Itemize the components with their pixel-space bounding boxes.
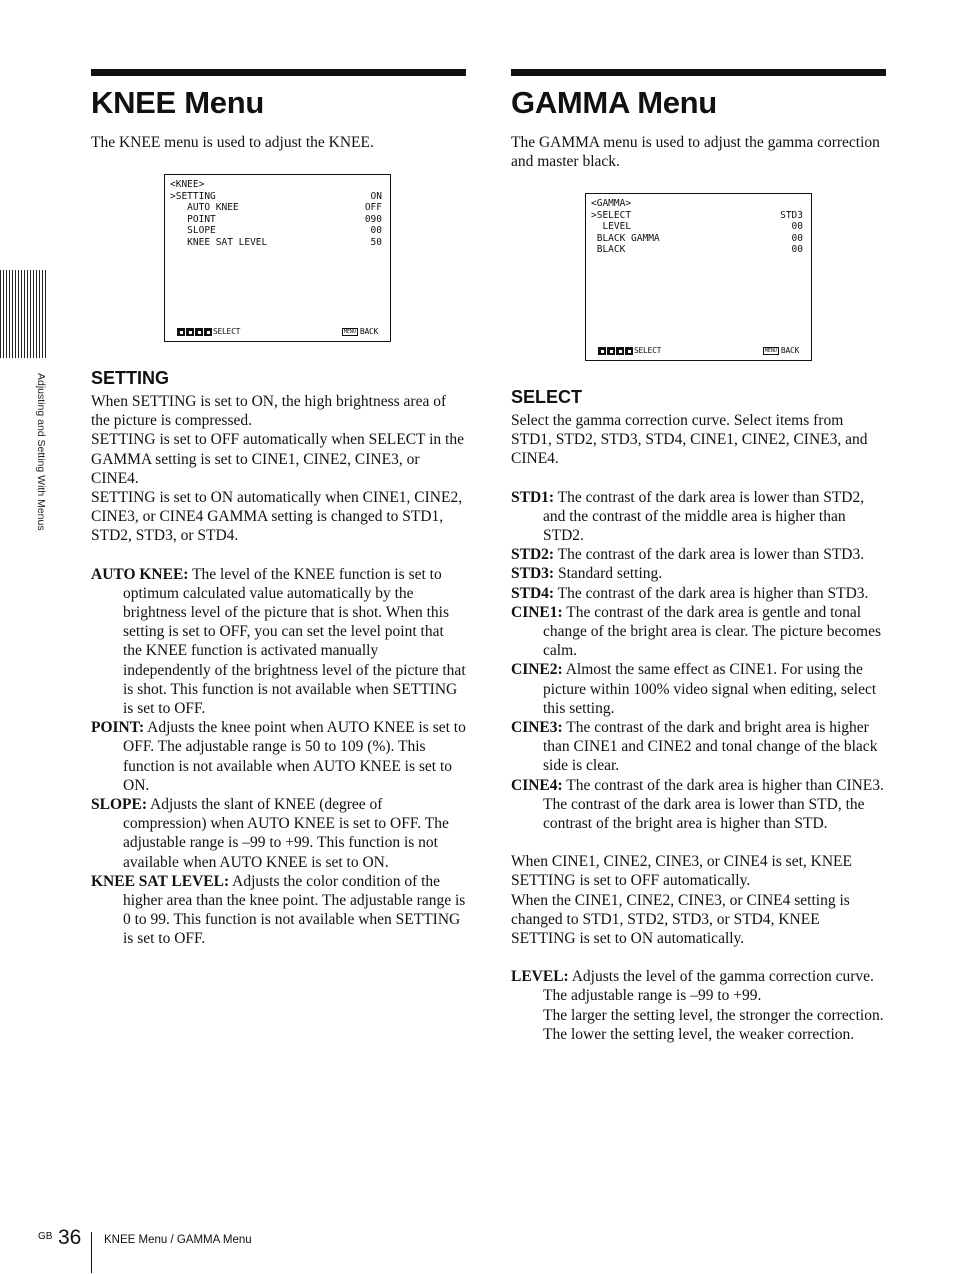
screen-header: <GAMMA> (591, 198, 632, 209)
arrow-keys-icon: SELECT (598, 345, 661, 357)
footer-divider (91, 1232, 92, 1273)
sidebar-section-label: Adjusting and Setting With Menus (35, 373, 47, 531)
gamma-note: When the CINE1, CINE2, CINE3, or CINE4 setting is changed to STD1, STD2, STD3, or STD4, KNEE SETTING is set to ON automatically. (511, 891, 850, 948)
heading-rule (511, 69, 886, 76)
running-title: KNEE Menu / GAMMA Menu (104, 1234, 252, 1246)
definition-item: AUTO KNEE: The level of the KNEE function is set to optimum calculated value automatically by the brightness level of the picture that is shot. When this setting is set to OFF, you can set the level point that the KNEE function is activated manually independently of the brightness level of the picture that is shot. This function is not available when SETTING is set to OFF. (91, 565, 466, 718)
definition-item: KNEE SAT LEVEL: Adjusts the color condition of the higher area than the knee point. The adjustable range is 0 to 99. This function is not available when SETTING is set to OFF. (91, 872, 466, 948)
gamma-select-section (511, 386, 886, 1044)
knee-menu-title: KNEE Menu (91, 85, 264, 120)
region-code: GB (38, 1231, 53, 1242)
setting-paragraph: When SETTING is set to ON, the high brightness area of the picture is compressed. (91, 393, 447, 430)
definition-item: STD3: Standard setting. (511, 565, 663, 583)
definition-item: STD4: The contrast of the dark area is higher than STD3. (511, 584, 869, 602)
screen-header: <KNEE> (170, 179, 205, 190)
screen-row-level: LEVEL 00 (591, 221, 803, 233)
knee-intro: The KNEE menu is used to adjust the KNEE. (91, 134, 374, 151)
definition-item: POINT: Adjusts the knee point when AUTO KNEE is set to OFF. The adjustable range is 50 to 109 (%). This function is not available when AUTO KNEE is set to ON. (91, 719, 466, 794)
select-intro: Select the gamma correction curve. Select items from STD1, STD2, STD3, STD4, CINE1, CINE2, CINE3, and CINE4. (511, 412, 868, 468)
screen-row-black: BLACK 00 (591, 244, 803, 256)
definition-item: LEVEL: Adjusts the level of the gamma correction curve. The adjustable range is –99 to +99. (511, 968, 874, 1005)
section-tab-marker (0, 270, 47, 358)
knee-setting-section (91, 367, 466, 949)
definition-item: CINE2: Almost the same effect as CINE1. For using the picture within 100% video signal when editing, select this setting. (511, 661, 877, 717)
screen-footer (177, 326, 378, 338)
gamma-intro: The GAMMA menu is used to adjust the gamma correction and master black. (511, 134, 880, 171)
setting-paragraph: SETTING is set to OFF automatically when SELECT in the GAMMA setting is set to CINE1, CINE2, CINE3, or CINE4. (91, 431, 464, 487)
definition-item: CINE3: The contrast of the dark and bright area is higher than CINE1 and CINE2 and tonal change of the black side is clear. (511, 719, 878, 775)
definition-item: STD2: The contrast of the dark area is lower than STD3. (511, 546, 865, 564)
definition-item: SLOPE: Adjusts the slant of KNEE (degree of compression) when AUTO KNEE is set to OFF. The adjustable range is –99 to +99. This function is not available when AUTO KNEE is set to ON. (91, 796, 449, 871)
gamma-menu-column (511, 69, 886, 171)
gamma-menu-title: GAMMA Menu (511, 85, 717, 120)
heading-rule (91, 69, 466, 76)
gamma-note: When CINE1, CINE2, CINE3, or CINE4 is set, KNEE SETTING is set to OFF automatically. (511, 853, 852, 890)
menu-key-icon: MENU BACK (343, 327, 378, 337)
definition-item: STD1: The contrast of the dark area is lower than STD2, and the contrast of the middle area is higher than STD2. (511, 488, 865, 545)
knee-menu-screen (164, 174, 391, 342)
screen-footer (598, 345, 799, 357)
screen-row-setting: >SETTING ON (170, 190, 382, 202)
setting-heading: SETTING (91, 368, 170, 388)
select-heading: SELECT (511, 387, 583, 407)
screen-row-select: >SELECT STD3 (591, 209, 803, 221)
definition-item: CINE1: The contrast of the dark area is gentle and tonal change of the bright area is clear. The picture becomes calm. (511, 603, 881, 660)
setting-paragraph: SETTING is set to ON automatically when CINE1, CINE2, CINE3, or CINE4 GAMMA setting is changed to STD1, STD2, STD3, or STD4. (91, 489, 463, 545)
knee-menu-column (91, 69, 466, 152)
page-number: 36 (58, 1226, 82, 1249)
definition-item: CINE4: The contrast of the dark area is higher than CINE3. The contrast of the dark area is lower than STD, the contrast of the bright area is higher than STD. (511, 776, 884, 833)
level-detail: The larger the setting level, the stronger the correction. The lower the setting level, the weaker correction. (543, 1006, 884, 1043)
gamma-menu-screen (585, 193, 812, 361)
screen-row-slope: SLOPE 00 (170, 225, 382, 237)
screen-row-auto-knee: AUTO KNEE OFF (170, 202, 382, 214)
screen-row-black-gamma: BLACK GAMMA 00 (591, 232, 803, 244)
screen-row-knee-sat-level: KNEE SAT LEVEL 50 (170, 236, 382, 248)
arrow-keys-icon: SELECT (177, 326, 240, 338)
menu-key-icon: MENU BACK (764, 346, 799, 356)
screen-row-point: POINT 090 (170, 213, 382, 225)
